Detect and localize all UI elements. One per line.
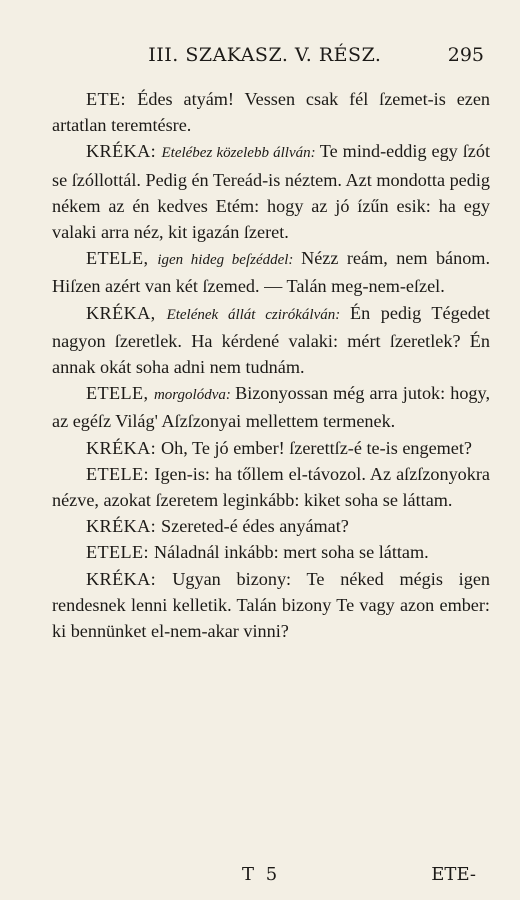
speaker-name: KRÉKA: <box>86 141 162 162</box>
speech-text: Nézz reám, nem bánom. Hiſzen azért van két ſzemed. — Talán meg-nem-eſzel. <box>52 248 491 297</box>
dialogue-paragraph <box>52 245 490 299</box>
speaker-name: KRÉKA: <box>86 568 173 589</box>
speaker-name: KRÉKA: <box>86 437 162 458</box>
dialogue-paragraph <box>52 513 490 539</box>
speech-text: Te mind-eddig egy ſzót se ſzóllottál. Pedig én Tereád-is néztem. Azt mondotta pedig nékem az én kedves Etém: hogy az jó ízűn esik: ha egy valaki arra néz, kit igazán ſzeret. <box>52 141 491 243</box>
dialogue-paragraph <box>52 300 490 381</box>
dialogue-text <box>52 86 490 644</box>
stage-direction: igen hideg beſzéddel: <box>157 252 302 269</box>
speaker-name: ETELE, <box>86 248 158 269</box>
dialogue-paragraph <box>52 539 490 565</box>
dialogue-paragraph <box>52 86 490 138</box>
stage-direction: morgolódva: <box>153 387 236 404</box>
dialogue-paragraph <box>52 380 490 434</box>
dialogue-paragraph <box>52 461 490 513</box>
speaker-name: KRÉKA: <box>86 516 162 537</box>
dialogue-paragraph <box>52 435 490 461</box>
running-header <box>52 44 490 70</box>
page-number: 295 <box>447 44 484 66</box>
stage-direction: Etelébez közelebb állván: <box>161 145 320 162</box>
speech-text: Szereted-é édes anyámat? <box>161 516 349 537</box>
catchword: ETE- <box>431 864 476 885</box>
speech-text: Oh, Te jó ember! ſzerettſz-é te-is engemet? <box>161 437 473 458</box>
speech-text: Édes atyám! Vessen csak fél ſzemet-is ezen artatlan teremtésre. <box>52 89 491 136</box>
dialogue-paragraph <box>52 566 490 645</box>
speaker-name: ETELE, <box>86 383 154 404</box>
speaker-name: KRÉKA, <box>86 302 167 323</box>
speech-text: Igen-is: ha tőllem el-távozol. Az aſzſzonyokra nézve, azokat ſzeretem leginkább: kiket soha se láttam. <box>52 463 490 511</box>
running-title: III. SZAKASZ. V. RÉSZ. <box>148 44 382 66</box>
speaker-name: ETE: <box>86 89 138 109</box>
page-footer <box>52 864 490 890</box>
stage-direction: Etelének állát czirókálván: <box>166 306 350 323</box>
signature-mark: T 5 <box>242 864 281 885</box>
speaker-name: ETELE: <box>86 542 154 563</box>
speaker-name: ETELE: <box>86 463 155 484</box>
speech-text: Náladnál inkább: mert soha se láttam. <box>153 542 429 563</box>
speech-text: Bizonyossan még arra jutok: hogy, az egéſz Világ' Aſzſzonyai mellettem termenek. <box>52 383 490 432</box>
dialogue-paragraph <box>52 138 490 245</box>
speech-text: Ugyan bizony: Te néked mégis igen rendesnek lenni kelletik. Talán bizony Te vagy azon ember: ki bennünket el-nem-akar vinni? <box>52 568 490 642</box>
speech-text: Én pedig Tégedet nagyon ſzeretlek. Ha kérdené valaki: mért ſzeretlek? Én annak okát soha adni nem tudnám. <box>52 302 490 378</box>
